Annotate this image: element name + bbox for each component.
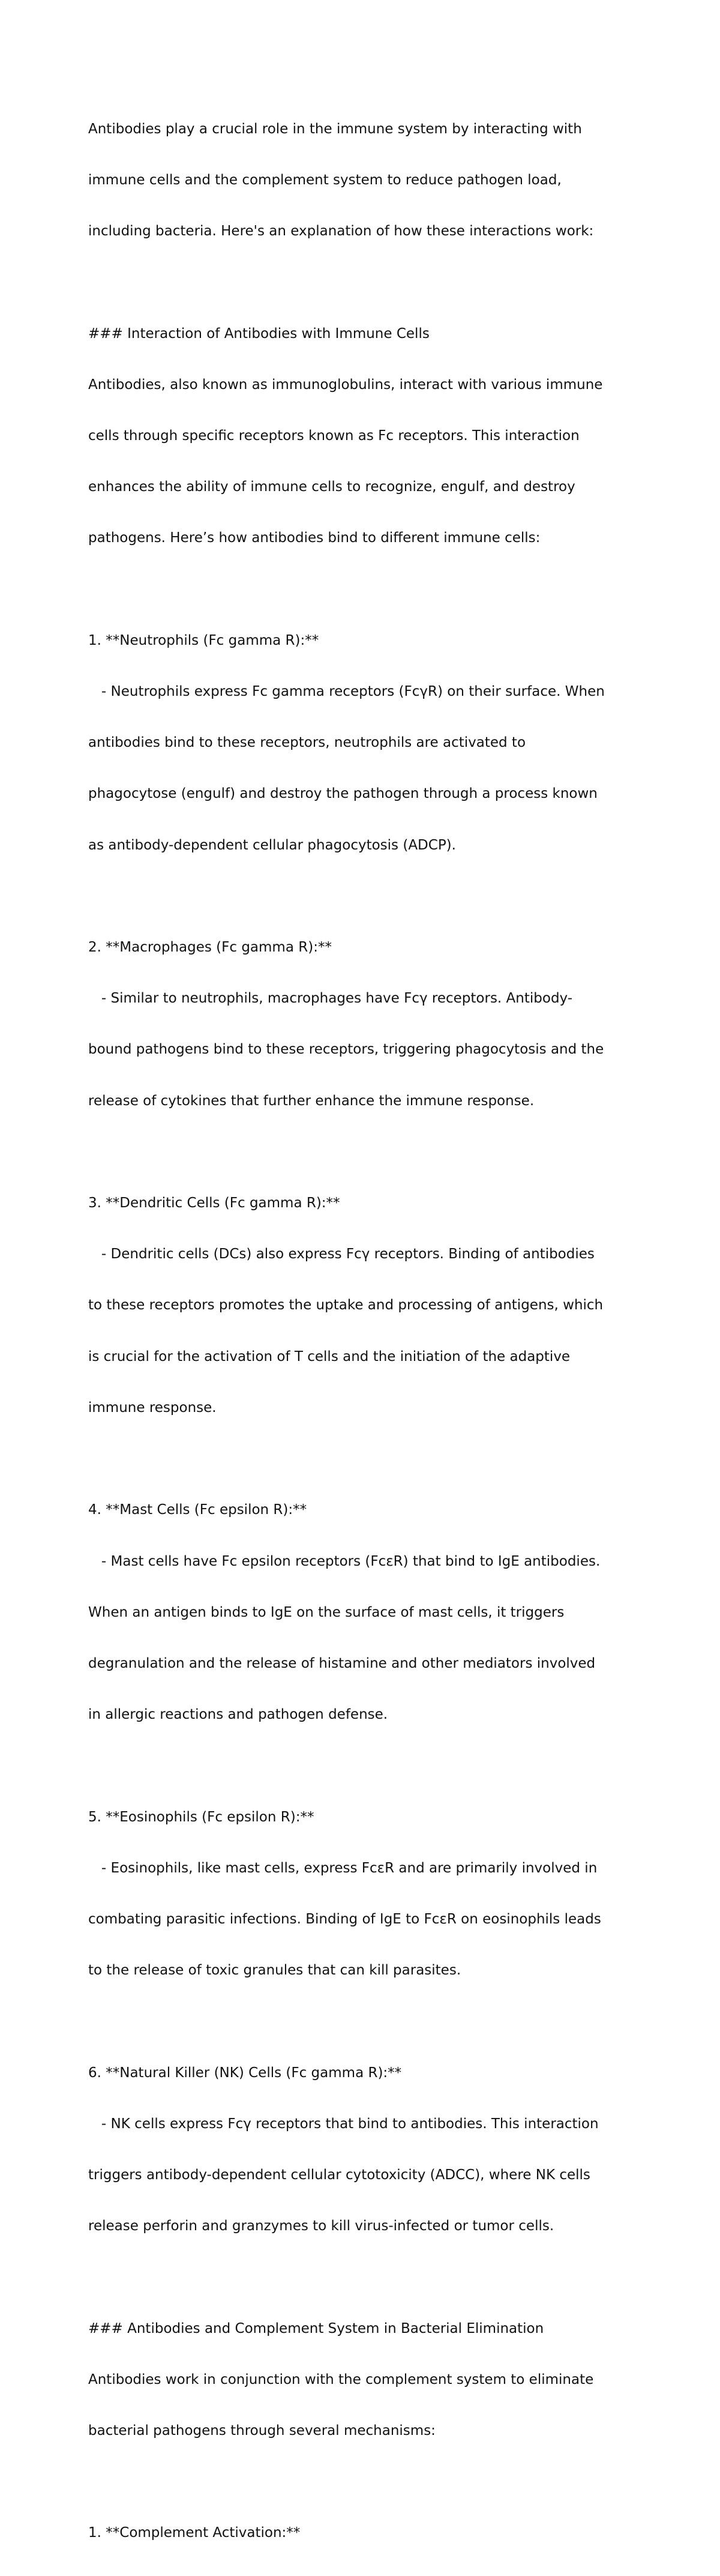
blank-line (88, 581, 646, 598)
list-item-heading: 4. **Mast Cells (Fc epsilon R):** (88, 1502, 307, 1518)
text-line: bound pathogens bind to these receptors, triggering phagocytosis and the (88, 1042, 604, 1058)
list-item-heading: 3. **Dendritic Cells (Fc gamma R):** (88, 1195, 340, 1211)
blank-line (88, 2013, 646, 2030)
blank-line (88, 274, 646, 291)
text-line: - Eosinophils, like mast cells, express FcεR and are primarily involved in (88, 1860, 598, 1876)
blank-line (88, 2473, 646, 2490)
blank-line (88, 888, 646, 905)
text-line: degranulation and the release of histamine and other mediators involved (88, 1655, 596, 1671)
list-item-heading: 1. **Complement Activation:** (88, 2525, 301, 2541)
text-line: antibodies bind to these receptors, neutrophils are activated to (88, 735, 526, 751)
text-line: bacterial pathogens through several mechanisms: (88, 2422, 436, 2439)
text-line: - Similar to neutrophils, macrophages have Fcγ receptors. Antibody- (88, 991, 573, 1007)
text-line: release perforin and granzymes to kill virus-infected or tumor cells. (88, 2218, 554, 2234)
text-line: Antibodies, also known as immunoglobulins, interact with various immune (88, 376, 603, 393)
blank-line (88, 1450, 646, 1467)
document-body (88, 86, 646, 2576)
text-line: is crucial for the activation of T cells and the initiation of the adaptive (88, 1348, 571, 1365)
blank-line (88, 1144, 646, 1160)
text-line: to these receptors promotes the uptake and processing of antigens, which (88, 1297, 604, 1314)
text-line: in allergic reactions and pathogen defense. (88, 1707, 388, 1723)
section-heading: ### Interaction of Antibodies with Immune Cells (88, 325, 430, 342)
text-line: - NK cells express Fcγ receptors that bind to antibodies. This interaction (88, 2116, 599, 2132)
list-item-heading: 2. **Macrophages (Fc gamma R):** (88, 940, 332, 956)
text-line: phagocytose (engulf) and destroy the pathogen through a process known (88, 786, 598, 802)
text-line: including bacteria. Here's an explanation of how these interactions work: (88, 223, 594, 240)
text-line: - Mast cells have Fc epsilon receptors (FcεR) that bind to IgE antibodies. (88, 1553, 601, 1569)
text-line: triggers antibody-dependent cellular cytotoxicity (ADCC), where NK cells (88, 2167, 590, 2183)
text-line: combating parasitic infections. Binding of IgE to FcεR on eosinophils leads (88, 1911, 601, 1927)
text-line: immune cells and the complement system to reduce pathogen load, (88, 172, 562, 189)
text-line: cells through specific receptors known as Fc receptors. This interaction (88, 428, 580, 444)
blank-line (88, 1757, 646, 1774)
text-line: - Dendritic cells (DCs) also express Fcγ receptors. Binding of antibodies (88, 1246, 595, 1262)
list-item-heading: 5. **Eosinophils (Fc epsilon R):** (88, 1809, 314, 1825)
list-item-heading: 6. **Natural Killer (NK) Cells (Fc gamma R):** (88, 2065, 402, 2081)
text-line: Antibodies work in conjunction with the complement system to eliminate (88, 2371, 594, 2387)
text-line: release of cytokines that further enhance the immune response. (88, 1093, 535, 1109)
text-line: enhances the ability of immune cells to recognize, engulf, and destroy (88, 479, 575, 495)
text-line: immune response. (88, 1399, 217, 1416)
text-line: as antibody-dependent cellular phagocytosis (ADCP). (88, 837, 456, 853)
text-line: to the release of toxic granules that can kill parasites. (88, 1962, 461, 1979)
text-line: When an antigen binds to IgE on the surface of mast cells, it triggers (88, 1604, 565, 1620)
blank-line (88, 2269, 646, 2285)
list-item-heading: 1. **Neutrophils (Fc gamma R):** (88, 632, 319, 648)
section-heading: ### Antibodies and Complement System in Bacterial Elimination (88, 2320, 544, 2336)
text-line: Antibodies play a crucial role in the immune system by interacting with (88, 121, 582, 137)
text-line: pathogens. Here’s how antibodies bind to different immune cells: (88, 530, 541, 546)
text-line: - Neutrophils express Fc gamma receptors (FcγR) on their surface. When (88, 684, 605, 700)
